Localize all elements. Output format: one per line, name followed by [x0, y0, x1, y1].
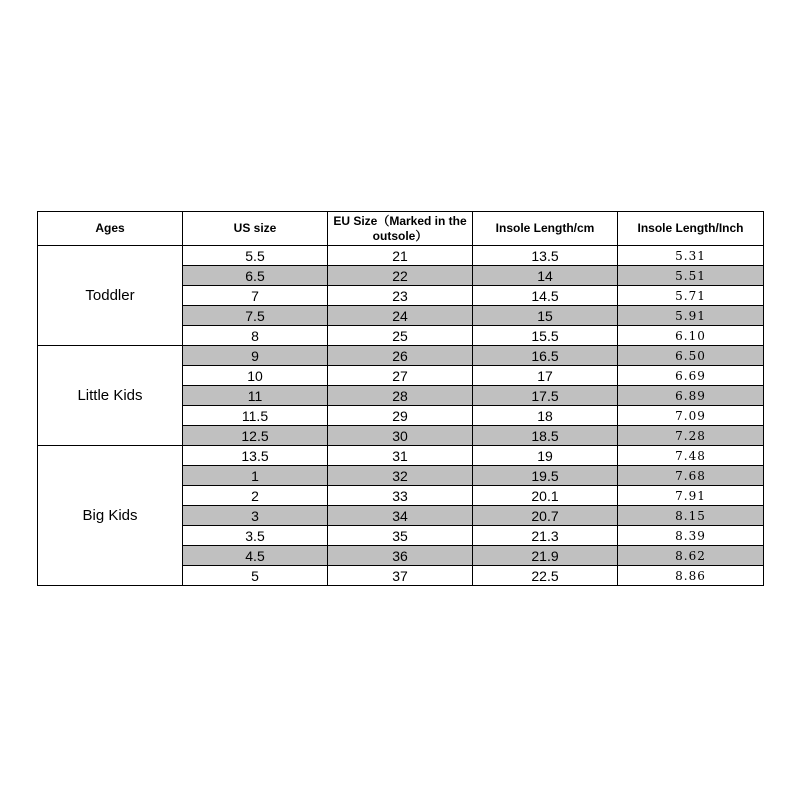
us-size-cell: 9 — [183, 346, 328, 366]
table-row — [38, 346, 764, 366]
size-chart-table — [37, 211, 764, 586]
insole-inch-cell: 7.09 — [618, 406, 764, 426]
us-size-cell: 7.5 — [183, 306, 328, 326]
insole-inch-cell: 7.48 — [618, 446, 764, 466]
table-header — [38, 212, 764, 246]
age-group-label: Big Kids — [38, 446, 183, 586]
table-row — [38, 246, 764, 266]
eu-size-cell: 32 — [328, 466, 473, 486]
insole-inch-cell: 8.62 — [618, 546, 764, 566]
insole-inch-cell: 5.51 — [618, 266, 764, 286]
eu-size-cell: 28 — [328, 386, 473, 406]
eu-size-cell: 34 — [328, 506, 473, 526]
insole-inch-cell: 8.39 — [618, 526, 764, 546]
age-group-label: Little Kids — [38, 346, 183, 446]
insole-inch-cell: 6.50 — [618, 346, 764, 366]
insole-cm-cell: 20.1 — [473, 486, 618, 506]
us-size-cell: 1 — [183, 466, 328, 486]
insole-cm-cell: 14.5 — [473, 286, 618, 306]
us-size-cell: 6.5 — [183, 266, 328, 286]
insole-inch-cell: 6.10 — [618, 326, 764, 346]
insole-cm-cell: 22.5 — [473, 566, 618, 586]
eu-size-cell: 23 — [328, 286, 473, 306]
us-size-cell: 13.5 — [183, 446, 328, 466]
insole-cm-cell: 20.7 — [473, 506, 618, 526]
table-row — [38, 446, 764, 466]
insole-inch-cell: 5.91 — [618, 306, 764, 326]
us-size-cell: 4.5 — [183, 546, 328, 566]
eu-size-cell: 21 — [328, 246, 473, 266]
age-group-label: Toddler — [38, 246, 183, 346]
us-size-cell: 5 — [183, 566, 328, 586]
header-ages: Ages — [38, 212, 183, 246]
eu-size-cell: 37 — [328, 566, 473, 586]
insole-cm-cell: 19 — [473, 446, 618, 466]
insole-cm-cell: 15 — [473, 306, 618, 326]
insole-cm-cell: 19.5 — [473, 466, 618, 486]
insole-inch-cell: 7.68 — [618, 466, 764, 486]
us-size-cell: 7 — [183, 286, 328, 306]
eu-size-cell: 27 — [328, 366, 473, 386]
insole-cm-cell: 17 — [473, 366, 618, 386]
us-size-cell: 10 — [183, 366, 328, 386]
insole-cm-cell: 18 — [473, 406, 618, 426]
insole-inch-cell: 5.31 — [618, 246, 764, 266]
insole-cm-cell: 17.5 — [473, 386, 618, 406]
insole-cm-cell: 18.5 — [473, 426, 618, 446]
us-size-cell: 11.5 — [183, 406, 328, 426]
insole-inch-cell: 8.15 — [618, 506, 764, 526]
eu-size-cell: 22 — [328, 266, 473, 286]
insole-inch-cell: 7.28 — [618, 426, 764, 446]
insole-cm-cell: 14 — [473, 266, 618, 286]
insole-cm-cell: 21.3 — [473, 526, 618, 546]
table-body — [38, 246, 764, 586]
us-size-cell: 3.5 — [183, 526, 328, 546]
eu-size-cell: 26 — [328, 346, 473, 366]
insole-cm-cell: 15.5 — [473, 326, 618, 346]
header-us-size: US size — [183, 212, 328, 246]
insole-inch-cell: 6.89 — [618, 386, 764, 406]
header-insole-cm: Insole Length/cm — [473, 212, 618, 246]
eu-size-cell: 30 — [328, 426, 473, 446]
insole-cm-cell: 16.5 — [473, 346, 618, 366]
us-size-cell: 5.5 — [183, 246, 328, 266]
us-size-cell: 12.5 — [183, 426, 328, 446]
eu-size-cell: 31 — [328, 446, 473, 466]
us-size-cell: 3 — [183, 506, 328, 526]
insole-inch-cell: 5.71 — [618, 286, 764, 306]
header-eu-size: EU Size（Marked in the outsole） — [328, 212, 473, 246]
insole-inch-cell: 6.69 — [618, 366, 764, 386]
insole-cm-cell: 21.9 — [473, 546, 618, 566]
header-insole-inch: Insole Length/Inch — [618, 212, 764, 246]
us-size-cell: 2 — [183, 486, 328, 506]
insole-cm-cell: 13.5 — [473, 246, 618, 266]
eu-size-cell: 36 — [328, 546, 473, 566]
header-row — [38, 212, 764, 246]
insole-inch-cell: 7.91 — [618, 486, 764, 506]
us-size-cell: 11 — [183, 386, 328, 406]
us-size-cell: 8 — [183, 326, 328, 346]
eu-size-cell: 35 — [328, 526, 473, 546]
eu-size-cell: 33 — [328, 486, 473, 506]
eu-size-cell: 29 — [328, 406, 473, 426]
eu-size-cell: 24 — [328, 306, 473, 326]
eu-size-cell: 25 — [328, 326, 473, 346]
insole-inch-cell: 8.86 — [618, 566, 764, 586]
